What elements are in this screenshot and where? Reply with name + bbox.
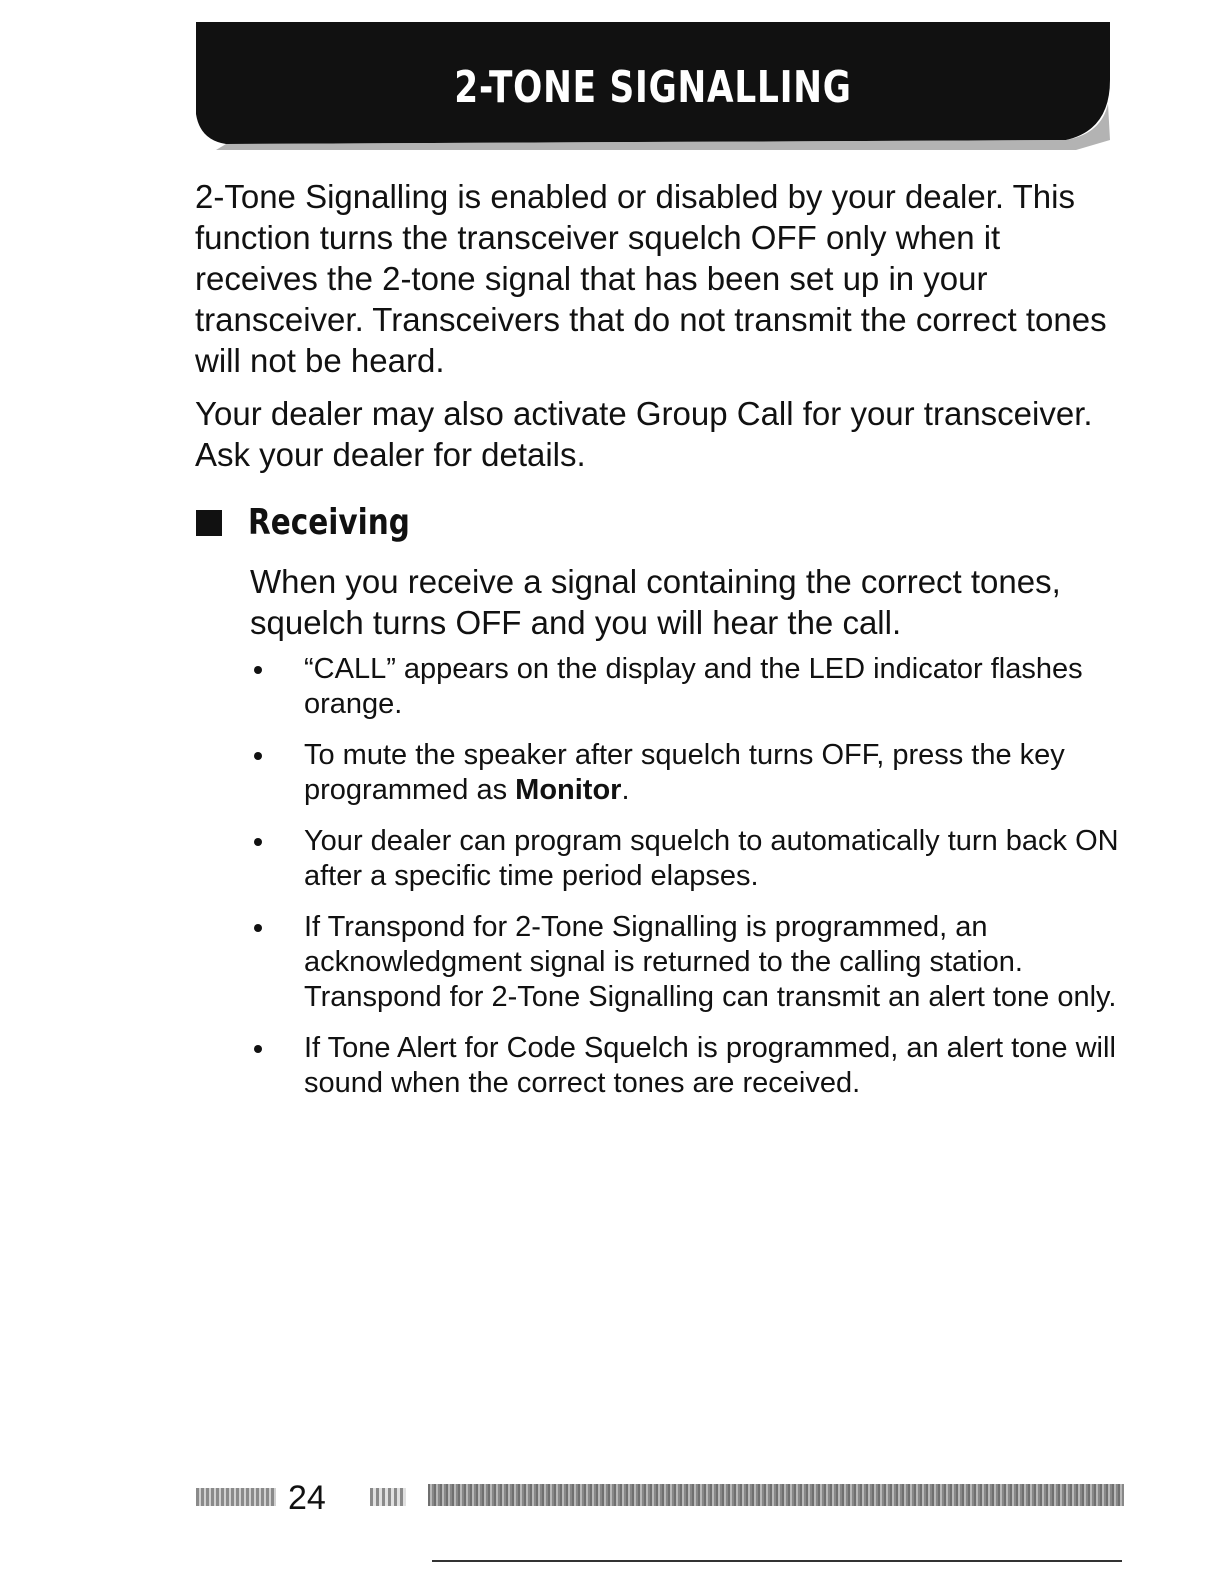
page-title: 2-TONE SIGNALLING (454, 62, 852, 113)
footer-decoration-mid (370, 1488, 406, 1506)
bottom-rule (432, 1560, 1122, 1562)
section-title: Receiving (248, 502, 410, 543)
bullet-dot-icon (254, 666, 262, 674)
list-item (250, 910, 1130, 1015)
header-banner (196, 22, 1110, 152)
list-item-text: Your dealer can program squelch to automatically turn back ON after a specific time period elapses. (304, 825, 1119, 892)
list-item-text: If Transpond for 2-Tone Signalling is programmed, an acknowledgment signal is returned to the calling station. Transpond for 2-Tone Signalling can transmit an alert tone only. (304, 911, 1117, 1013)
receiving-description: When you receive a signal containing the correct tones, squelch turns OFF and you will hear the call. (250, 563, 1061, 641)
page-footer (196, 1478, 1126, 1518)
bullet-dot-icon (254, 752, 262, 760)
bullet-dot-icon (254, 924, 262, 932)
list-item (250, 652, 1130, 722)
intro-paragraph: 2-Tone Signalling is enabled or disabled by your dealer. This function turns the transceiver squelch OFF only when it receives the 2-tone signal that has been set up in your transceiver. Transceivers that do not transmit the correct tones will not be heard. (195, 178, 1107, 379)
square-bullet-icon (196, 510, 222, 536)
key-name-monitor: Monitor (515, 774, 622, 806)
footer-decoration-right (428, 1484, 1124, 1506)
bullet-dot-icon (254, 838, 262, 846)
list-item (250, 738, 1130, 808)
bullet-list (250, 652, 1130, 1117)
page-number: 24 (288, 1479, 326, 1517)
list-item-text: If Tone Alert for Code Squelch is programmed, an alert tone will sound when the correct tones are received. (304, 1032, 1116, 1099)
list-item (250, 1031, 1130, 1101)
list-item-text: To mute the speaker after squelch turns OFF, press the key programmed as (304, 739, 1065, 806)
list-item-text-end: . (621, 774, 630, 806)
footer-decoration-left (196, 1488, 276, 1506)
list-item-text: “CALL” appears on the display and the LED indicator flashes orange. (304, 653, 1083, 720)
section-heading-receiving (196, 502, 445, 543)
list-item (250, 824, 1130, 894)
intro-paragraph: Your dealer may also activate Group Call for your transceiver. Ask your dealer for details. (195, 395, 1093, 473)
intro-section (195, 176, 1115, 487)
bullet-dot-icon (254, 1045, 262, 1053)
